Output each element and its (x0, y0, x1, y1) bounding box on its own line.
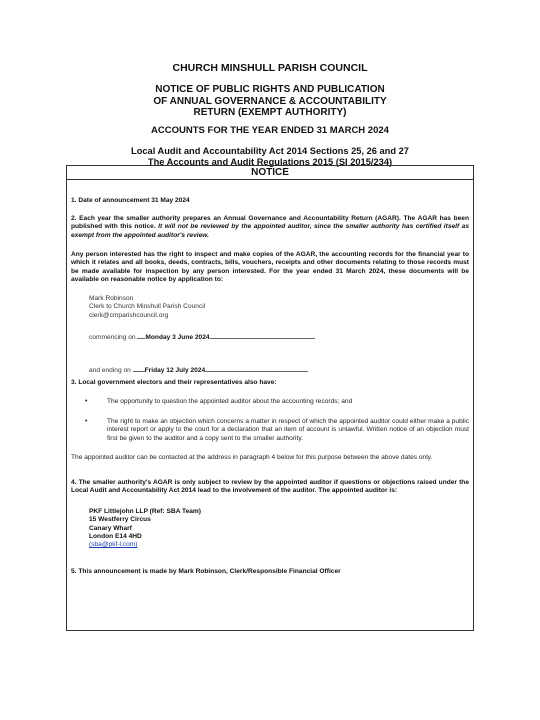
legislation-heading (66, 146, 474, 167)
paragraph-3-electors: 3. Local government electors and their representatives also have: (71, 379, 277, 386)
paragraph-2-agar (71, 215, 469, 240)
auditor-address (89, 508, 201, 549)
contact-name: Mark Robinson (89, 295, 134, 302)
paragraph-4-auditor: 4. The smaller authority's AGAR is only subject to review by the appointed auditor if questions or objections raised under the Local Audit and Accountability Act 2014 lead to the involvement of the auditor. The appointed auditor is: (71, 479, 469, 495)
council-title: CHURCH MINSHULL PARISH COUNCIL (172, 62, 368, 74)
contact-role: Clerk to Church Minshull Parish Council (89, 303, 206, 311)
commencing-date: Monday 3 June 2024 (145, 334, 210, 341)
bullet-icon: • (85, 398, 88, 405)
ending-line (89, 364, 308, 374)
auditor-postcode: London E14 4HD (89, 532, 142, 540)
notice-box (66, 165, 474, 631)
auditor-area: Canary Wharf (89, 524, 132, 532)
auditor-street: 15 Westferry Circus (89, 516, 151, 524)
bullet-text: The right to make an objection which concerns a matter in respect of which the appointed auditor could either make a public interest report or apply to the court for a declaration that an item of account is unlawful. Written notice of an objection must first be given to the auditor and a copy sent to the smaller authority. (107, 418, 469, 442)
bullet-icon: • (85, 418, 88, 425)
list-item (85, 418, 469, 443)
notice-heading (66, 84, 474, 119)
notice-heading-line2: OF ANNUAL GOVERNANCE & ACCOUNTABILITY (153, 95, 387, 107)
auditor-email-link[interactable]: (sba@pkf-l.com) (89, 541, 138, 549)
notice-heading-line3: RETURN (EXEMPT AUTHORITY) (193, 107, 347, 118)
paragraph-1-date: 1. Date of announcement 31 May 2024 (71, 197, 190, 204)
paragraph-2-bold: 2. Each year the smaller authority prepares an Annual Governance and Accountability Return (AGAR). The AGAR has been published with this notice. (71, 215, 469, 231)
notice-heading-line1: NOTICE OF PUBLIC RIGHTS AND PUBLICATION (155, 84, 385, 95)
bullet-text: The opportunity to question the appointed auditor about the accounting records; and (107, 398, 353, 405)
paragraph-auditor-contact: The appointed auditor can be contacted at the address in paragraph 4 below for this purpose between the above dates only. (71, 454, 433, 461)
paragraph-inspection-rights: Any person interested has the right to inspect and make copies of the AGAR, the accounting records for the financial year to which it relates and all books, deeds, contracts, bills, vouchers, receipts and other documents relating to those records must be made available for inspection by any person interested. For the year ended 31 March 2024, these documents will be available on reasonable notice by application to: (71, 251, 469, 283)
ending-date: Friday 12 July 2024 (144, 367, 206, 374)
auditor-name: PKF Littlejohn LLP (Ref: SBA Team) (89, 508, 201, 515)
notice-box-title: NOTICE (67, 166, 473, 180)
ending-label: and ending on (89, 367, 131, 374)
commencing-label: commencing on (89, 334, 136, 341)
paragraph-5-announcement: 5. This announcement is made by Mark Robinson, Clerk/Responsible Financial Officer (71, 568, 341, 575)
legislation-line1: Local Audit and Accountability Act 2014 Sections 25, 26 and 27 (131, 146, 409, 156)
commencing-line (89, 331, 315, 341)
list-item (85, 398, 469, 406)
legislation-line2: The Accounts and Audit Regulations 2015 (SI 2015/234) (147, 156, 393, 167)
contact-email: clerk@cmparishcouncil.org (89, 311, 169, 319)
accounts-heading: ACCOUNTS FOR THE YEAR ENDED 31 MARCH 2024 (151, 125, 389, 136)
contact-block (89, 295, 205, 320)
paragraph-2-italic: It will not be reviewed by the appointed auditor, since the smaller authority has certified itself as exempt from the appointed auditor's review. (71, 223, 469, 239)
